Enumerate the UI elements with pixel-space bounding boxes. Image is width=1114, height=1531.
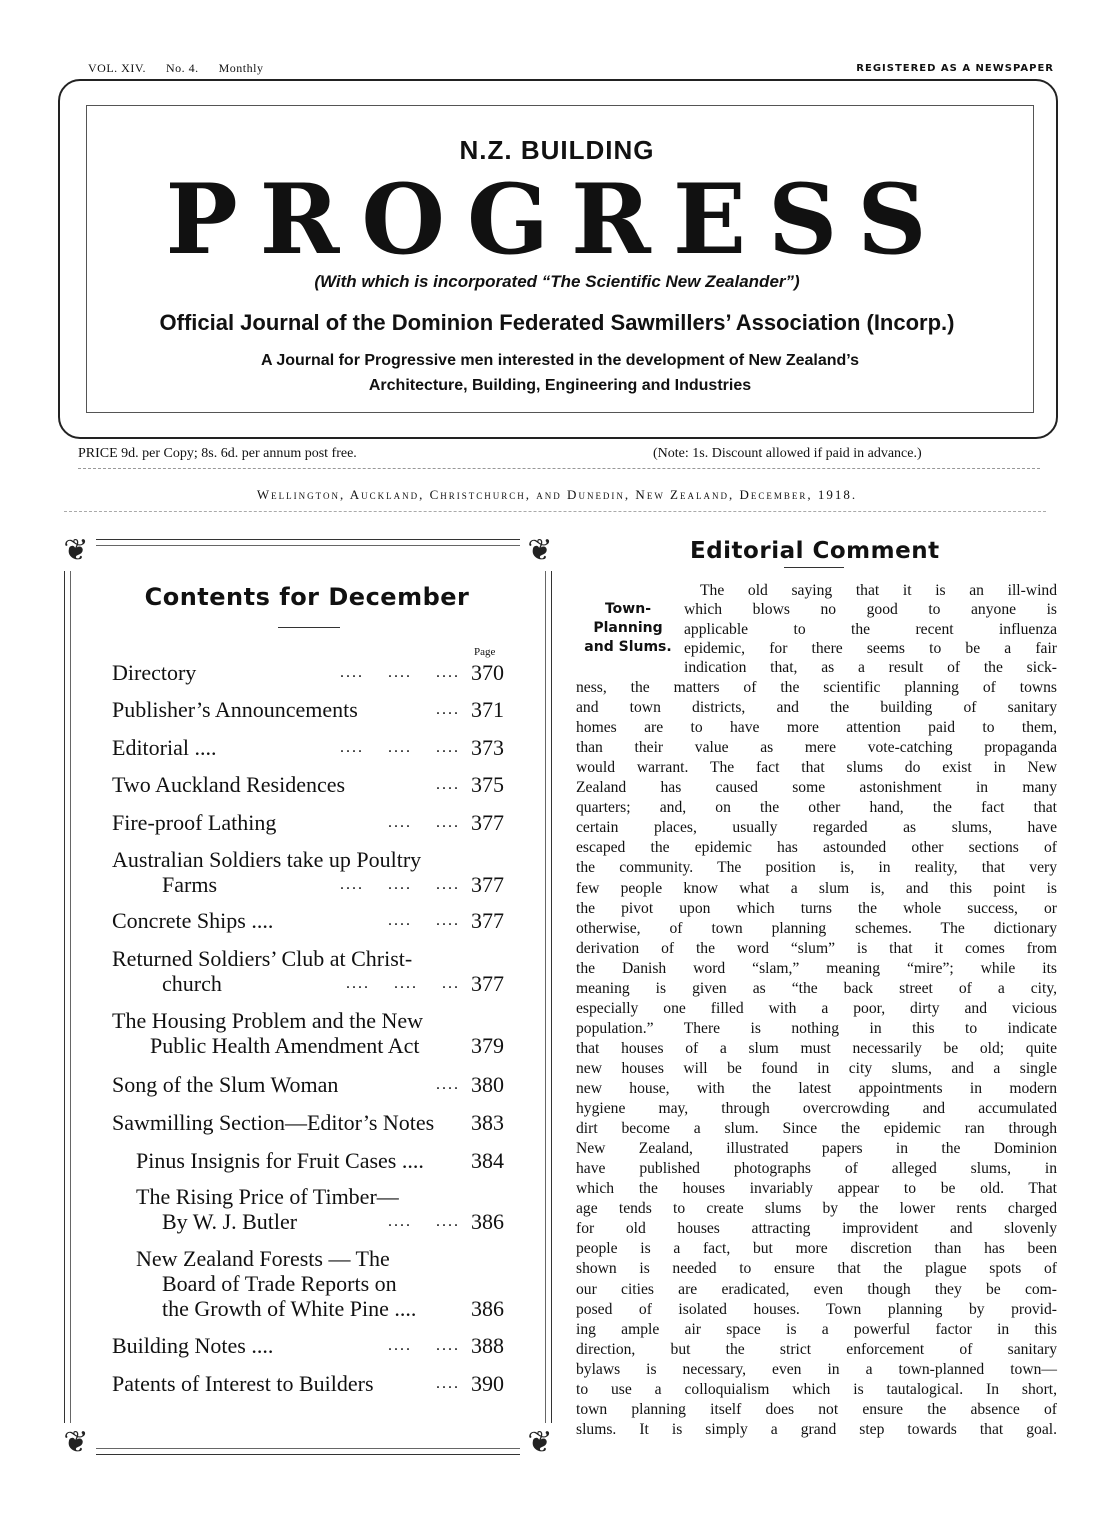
editorial-line: especially one filled with a poor, dirty and vicious bbox=[576, 999, 1057, 1017]
contents-page-number: 377 bbox=[471, 872, 504, 897]
issue-number: No. 4. bbox=[165, 61, 199, 75]
editorial-title: Editorial Comment bbox=[690, 538, 940, 564]
contents-entry bbox=[136, 1148, 504, 1173]
journal-description bbox=[200, 348, 920, 398]
contents-entry bbox=[112, 810, 504, 835]
editorial-line: quarters; and, on the other hand, the fact that bbox=[576, 799, 1057, 817]
contents-entry-title: By W. J. Butler .... .... bbox=[162, 1209, 460, 1234]
contents-entry-title: Pinus Insignis for Fruit Cases .... bbox=[136, 1148, 424, 1173]
page-column-label: Page bbox=[474, 646, 496, 658]
leader-dots: .... bbox=[424, 1375, 460, 1392]
leader-dots: .... .... .... bbox=[328, 876, 460, 893]
registered-notice: REGISTERED AS A NEWSPAPER bbox=[856, 63, 1054, 74]
leader-dots: .... .... ... bbox=[334, 975, 460, 992]
contents-entry-title: Building Notes .... .... .... bbox=[112, 1333, 460, 1358]
contents-page-number: 383 bbox=[471, 1110, 504, 1135]
contents-entry bbox=[112, 908, 504, 933]
editorial-line: slums. It is simply a grand step towards that goal. bbox=[576, 1420, 1057, 1438]
contents-entry-title: Patents of Interest to Builders .... bbox=[112, 1371, 460, 1396]
editorial-line: homes are to have more attention paid to them, bbox=[576, 719, 1057, 737]
issue-info bbox=[88, 61, 283, 76]
contents-entry-title: Board of Trade Reports on bbox=[162, 1271, 397, 1296]
contents-page-number: 373 bbox=[471, 735, 504, 760]
ornament-icon: ❦ bbox=[56, 1423, 96, 1463]
editorial-line: ness, the matters of the scientific planning of towns bbox=[576, 679, 1057, 696]
editorial-line: age tends to create slums by the lower rents charged bbox=[576, 1200, 1057, 1218]
frequency: Monthly bbox=[218, 61, 264, 75]
editorial-line: and town districts, and the building of sanitary bbox=[576, 699, 1057, 717]
divider bbox=[784, 567, 844, 568]
editorial-line: shown is needed to ensure that the plague spots of bbox=[576, 1260, 1057, 1278]
editorial-line: derivation of the word “slum” is that it comes from bbox=[576, 939, 1057, 957]
contents-page-number: 379 bbox=[471, 1033, 504, 1058]
contents-page-number: 384 bbox=[471, 1148, 504, 1173]
editorial-line: epidemic, for there seems to be a fair bbox=[684, 639, 1057, 657]
contents-entry bbox=[112, 1333, 504, 1358]
editorial-line: new house, with the latest appointments in modern bbox=[576, 1080, 1057, 1097]
editorial-line: population.” There is nothing in this to indicate bbox=[576, 1019, 1057, 1037]
contents-page-number: 370 bbox=[471, 660, 504, 685]
leader-dots: .... .... .... bbox=[328, 739, 460, 756]
contents-title: Contents for December bbox=[144, 583, 470, 611]
contents-page-number: 386 bbox=[471, 1209, 504, 1234]
editorial-line: would warrant. The fact that slums do exist in New bbox=[576, 759, 1057, 777]
editorial-line: the Danish word “slam,” meaning “mire”; while its bbox=[576, 959, 1057, 977]
editorial-line: people is a fact, but more discretion than has been bbox=[576, 1240, 1057, 1258]
editorial-line: which the houses invariably appear to be old. That bbox=[576, 1180, 1057, 1198]
leader-dots: .... bbox=[424, 1076, 460, 1093]
contents-entry-title: Song of the Slum Woman .... bbox=[112, 1072, 460, 1097]
ornament-icon: ❦ bbox=[520, 531, 560, 571]
leader-dots: .... .... .... bbox=[328, 664, 460, 681]
editorial-line: Zealand has caused some astonishment in many bbox=[576, 779, 1057, 797]
contents-entry bbox=[112, 946, 504, 996]
editorial-line: hygiene may, through overcrowding and accumulated bbox=[576, 1100, 1057, 1118]
editorial-line: new houses will be found in city slums, and a single bbox=[576, 1059, 1057, 1077]
contents-entry-title: Fire-proof Lathing .... .... bbox=[112, 810, 460, 835]
contents-page-number: 377 bbox=[471, 971, 504, 996]
contents-entry-title: Returned Soldiers’ Club at Christ- bbox=[112, 946, 413, 971]
editorial-line: for old houses attracting improvident and slovenly bbox=[576, 1220, 1057, 1238]
price-line: PRICE 9d. per Copy; 8s. 6d. per annum post free. bbox=[78, 446, 357, 461]
leader-dots: .... .... bbox=[376, 1337, 460, 1354]
contents-entry-title: Directory .... .... .... bbox=[112, 660, 460, 685]
contents-entry-title: Publisher’s Announcements .... bbox=[112, 697, 460, 722]
editorial-line: our cities are eradicated, even though they be com- bbox=[576, 1280, 1057, 1298]
contents-entry-title: Public Health Amendment Act bbox=[150, 1033, 420, 1058]
contents-page-number: 377 bbox=[471, 908, 504, 933]
editorial-line: meaning is given as “the back street of a city, bbox=[576, 979, 1057, 997]
official-journal-line: Official Journal of the Dominion Federated Sawmillers’ Association (Incorp.) bbox=[159, 310, 955, 335]
ornament-icon: ❦ bbox=[520, 1423, 560, 1463]
contents-entry bbox=[112, 697, 504, 722]
divider bbox=[64, 511, 1046, 512]
contents-entry bbox=[112, 1371, 504, 1396]
editorial-line: few people know what a slum is, and this point is bbox=[576, 879, 1057, 897]
divider bbox=[278, 627, 340, 628]
ornament-icon: ❦ bbox=[56, 531, 96, 571]
contents-entry-title: The Rising Price of Timber— bbox=[136, 1184, 399, 1209]
editorial-line: posed of isolated houses. Town planning by provid- bbox=[576, 1300, 1057, 1318]
issue-line bbox=[88, 61, 1054, 77]
masthead-title: PROGRESS bbox=[165, 163, 949, 276]
contents-entry bbox=[112, 660, 504, 685]
contents-entry-title: Sawmilling Section—Editor’s Notes bbox=[112, 1110, 435, 1135]
editorial-line: escaped the epidemic has astounded other sections of bbox=[576, 839, 1057, 857]
contents-entry bbox=[136, 1184, 504, 1234]
editorial-line: bylaws is necessary, even in a town-planned town— bbox=[576, 1360, 1057, 1378]
contents-page-number: 388 bbox=[471, 1333, 504, 1358]
leader-dots: .... bbox=[424, 701, 460, 718]
contents-page-number: 386 bbox=[471, 1296, 504, 1321]
contents-entry-title: the Growth of White Pine .... bbox=[162, 1296, 417, 1321]
editorial-line: than their value as mere vote-catching propaganda bbox=[576, 739, 1057, 757]
place-date-line: Wellington, Auckland, Christchurch, and Dunedin, New Zealand, December, 1918. bbox=[256, 487, 858, 502]
editorial-line: that houses of a slum must necessarily be old; quite bbox=[576, 1039, 1057, 1057]
leader-dots: .... .... bbox=[376, 912, 460, 929]
contents-entry bbox=[112, 847, 504, 897]
contents-page-number: 390 bbox=[471, 1371, 504, 1396]
contents-entry-title: Two Auckland Residences .... bbox=[112, 772, 460, 797]
contents-entry-title: Australian Soldiers take up Poultry bbox=[112, 847, 422, 872]
editorial-line: certain places, usually regarded as slums, have bbox=[576, 819, 1057, 837]
contents-entry bbox=[112, 1110, 504, 1135]
contents-entry-title: Concrete Ships .... .... .... bbox=[112, 908, 460, 933]
editorial-line: ing ample air space is a powerful factor in this bbox=[576, 1320, 1057, 1338]
journal-description-line1: A Journal for Progressive men interested in the development of New Zealand’s bbox=[260, 352, 860, 369]
journal-description-line2: Architecture, Building, Engineering and Industries bbox=[368, 377, 752, 394]
editorial-line: applicable to the recent influenza bbox=[684, 620, 1057, 638]
editorial-line: the pivot upon which turns the whole success, or bbox=[576, 899, 1057, 917]
contents-entry-title: Editorial .... .... .... .... bbox=[112, 735, 460, 760]
contents-page-number: 377 bbox=[471, 810, 504, 835]
editorial-line: New Zealand, illustrated papers in the Dominion bbox=[576, 1140, 1057, 1158]
contents-entry bbox=[112, 1072, 504, 1097]
leader-dots: .... .... bbox=[376, 814, 460, 831]
contents-entry-title: The Housing Problem and the New bbox=[112, 1008, 423, 1033]
editorial-line: indication that, as a result of the sick- bbox=[684, 659, 1057, 677]
contents-entry bbox=[112, 735, 504, 760]
contents-entry bbox=[136, 1246, 504, 1321]
editorial-line: which blows no good to anyone is bbox=[684, 601, 1057, 619]
contents-page-number: 380 bbox=[471, 1072, 504, 1097]
editorial-sidehead: Town- Planning and Slums. bbox=[584, 601, 672, 655]
editorial-line: to use a colloquialism which is tautalogical. In short, bbox=[576, 1380, 1057, 1398]
contents-entry-title: New Zealand Forests — The bbox=[136, 1246, 390, 1271]
discount-note: (Note: 1s. Discount allowed if paid in advance.) bbox=[653, 446, 922, 461]
contents-entry-title: Farms .... .... .... bbox=[162, 872, 460, 897]
divider bbox=[78, 468, 1040, 469]
editorial-line: the community. The position is, in reality, that very bbox=[576, 859, 1057, 877]
editorial-line: town planning itself does not ensure the absence of bbox=[576, 1400, 1057, 1418]
editorial-line: otherwise, of town planning schemes. The dictionary bbox=[576, 919, 1057, 937]
editorial-line: direction, but the strict enforcement of sanitary bbox=[576, 1340, 1057, 1358]
editorial-line: have published photographs of alleged slums, in bbox=[576, 1160, 1057, 1178]
leader-dots: .... .... bbox=[376, 1213, 460, 1230]
incorporated-line: (With which is incorporated “The Scientific New Zealander”) bbox=[314, 272, 800, 291]
contents-entry-title: church .... .... ... bbox=[162, 971, 460, 996]
contents-page-number: 375 bbox=[471, 772, 504, 797]
contents-page-number: 371 bbox=[471, 697, 504, 722]
contents-entry bbox=[112, 1008, 504, 1058]
volume: VOL. XIV. bbox=[88, 61, 146, 75]
leader-dots: .... bbox=[424, 776, 460, 793]
contents-entry bbox=[112, 772, 504, 797]
masthead-kicker: N.Z. BUILDING bbox=[459, 135, 655, 165]
editorial-line: dirt become a slum. Since the epidemic ran through bbox=[576, 1120, 1057, 1138]
editorial-line: The old saying that it is an ill-wind bbox=[700, 582, 1057, 599]
